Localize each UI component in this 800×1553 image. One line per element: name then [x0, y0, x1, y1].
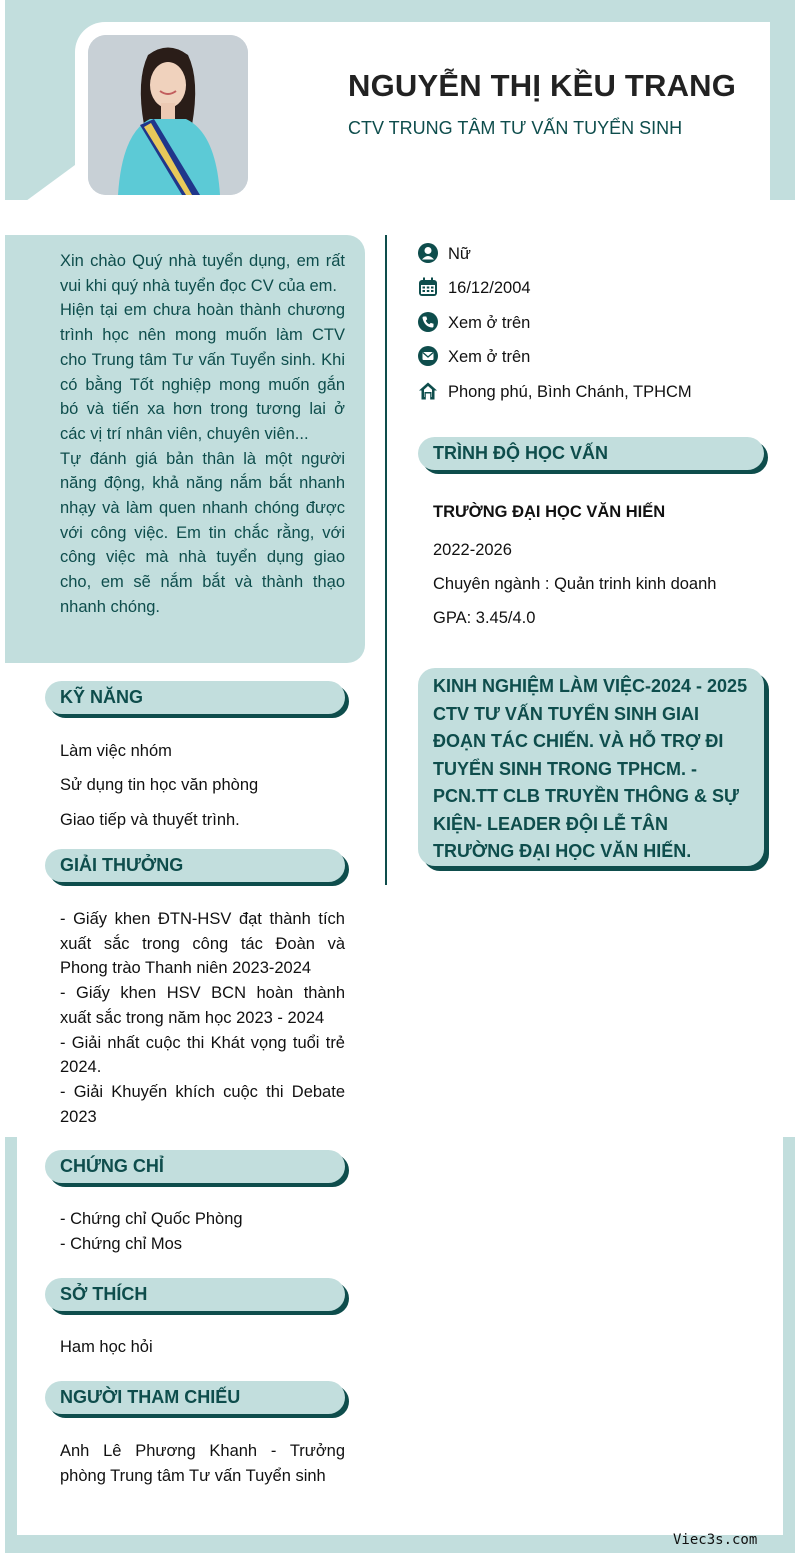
person-icon [88, 35, 248, 195]
references-heading-label: NGƯỜI THAM CHIẾU [60, 1387, 241, 1407]
column-divider [385, 235, 387, 885]
calendar-icon [418, 277, 438, 297]
hobby-item: Ham học hỏi [60, 1338, 153, 1356]
birthday-value: 16/12/2004 [448, 279, 531, 297]
award-item: - Giải nhất cuộc thi Khát vọng tuổi trẻ 2024. [60, 1033, 345, 1077]
awards-heading [45, 849, 345, 882]
email-value: Xem ở trên [448, 348, 531, 366]
phone-icon [418, 312, 438, 332]
education-gpa: GPA: 3.45/4.0 [433, 609, 536, 627]
summary-paragraph: Hiện tại em chưa hoàn thành chương trình học nên mong muốn làm CTV cho Trung tâm Tư vấn Tuyển sinh. Khi có bằng Tốt nghiệp mong muốn gắn bó và tiến xa hơn trong tương lai ở các vị trí nhân viên, chuyên viên... [60, 301, 345, 443]
email-icon [418, 346, 438, 366]
skills-heading [45, 681, 345, 714]
certificate-item: - Chứng chỉ Quốc Phòng [60, 1210, 243, 1228]
education-years: 2022-2026 [433, 541, 512, 559]
education-school: TRƯỜNG ĐẠI HỌC VĂN HIẾN [433, 503, 666, 521]
skill-item: Làm việc nhóm [60, 742, 172, 760]
education-heading-label: TRÌNH ĐỘ HỌC VẤN [433, 443, 608, 463]
summary-paragraph: Xin chào Quý nhà tuyển dụng, em rất vui khi quý nhà tuyển đọc CV của em. [60, 252, 345, 295]
skill-item: Giao tiếp và thuyết trình. [60, 811, 240, 829]
award-item: - Giấy khen HSV BCN hoàn thành xuất sắc trong năm học 2023 - 2024 [60, 984, 345, 1027]
address-value: Phong phú, Bình Chánh, TPHCM [448, 383, 692, 401]
skill-item: Sử dụng tin học văn phòng [60, 776, 259, 794]
candidate-role: CTV TRUNG TÂM TƯ VẤN TUYỂN SINH [348, 118, 683, 138]
references-text [60, 1439, 345, 1488]
references-heading [45, 1381, 345, 1414]
experience-text: KINH NGHIỆM LÀM VIỆC-2024 - 2025 CTV TƯ VẤN TUYỂN SINH GIAI ĐOẠN TÁC CHIẾN. VÀ HỖ TRỢ ĐI TUYỂN SINH TRONG TPHCM. - PCN.TT CLB TRUYỀN THÔNG & SỰ KIỆN- LEADER ĐỘI LỄ TÂN TRƯỜNG ĐẠI HỌC VĂN HIẾN. [433, 676, 748, 861]
certificates-list [60, 1207, 345, 1256]
education-major: Chuyên ngành : Quản trinh kinh doanh [433, 575, 717, 593]
certificates-heading-label: CHỨNG CHỈ [60, 1156, 164, 1176]
watermark: Viec3s.com [673, 1532, 758, 1548]
awards-heading-label: GIẢI THƯỞNG [60, 855, 184, 875]
skills-heading-label: KỸ NĂNG [60, 687, 144, 707]
awards-list [60, 907, 345, 1129]
certificates-heading [45, 1150, 345, 1183]
phone-value: Xem ở trên [448, 314, 531, 332]
home-icon [418, 381, 438, 401]
reference-item: Anh Lê Phương Khanh - Trưởng phòng Trung tâm Tư vấn Tuyển sinh [60, 1442, 345, 1485]
certificate-item: - Chứng chỉ Mos [60, 1234, 183, 1253]
award-item: - Giải Khuyến khích cuộc thi Debate 2023 [60, 1082, 345, 1126]
hobbies-heading-label: SỞ THÍCH [60, 1284, 148, 1304]
summary-text [60, 249, 345, 620]
award-item: - Giấy khen ĐTN-HSV đạt thành tích xuất sắc trong công tác Đoàn và Phong trào Thanh niên 2023-2024 [60, 910, 345, 978]
hobbies-heading [45, 1278, 345, 1311]
candidate-name: NGUYỄN THỊ KỀU TRANG [348, 68, 737, 103]
summary-paragraph: Tự đánh giá bản thân là một người năng động, khả năng nắm bắt nhanh nhạy và làm quen nhanh chóng được với công việc. Em tin chắc rằng, với công việc mà nhà tuyển dụng giao cho, em sẽ nắm bắt và thành thạo nhanh chóng. [60, 449, 345, 616]
user-icon [418, 243, 438, 263]
education-heading [418, 437, 764, 470]
gender-value: Nữ [448, 245, 471, 263]
profile-photo [88, 35, 248, 195]
